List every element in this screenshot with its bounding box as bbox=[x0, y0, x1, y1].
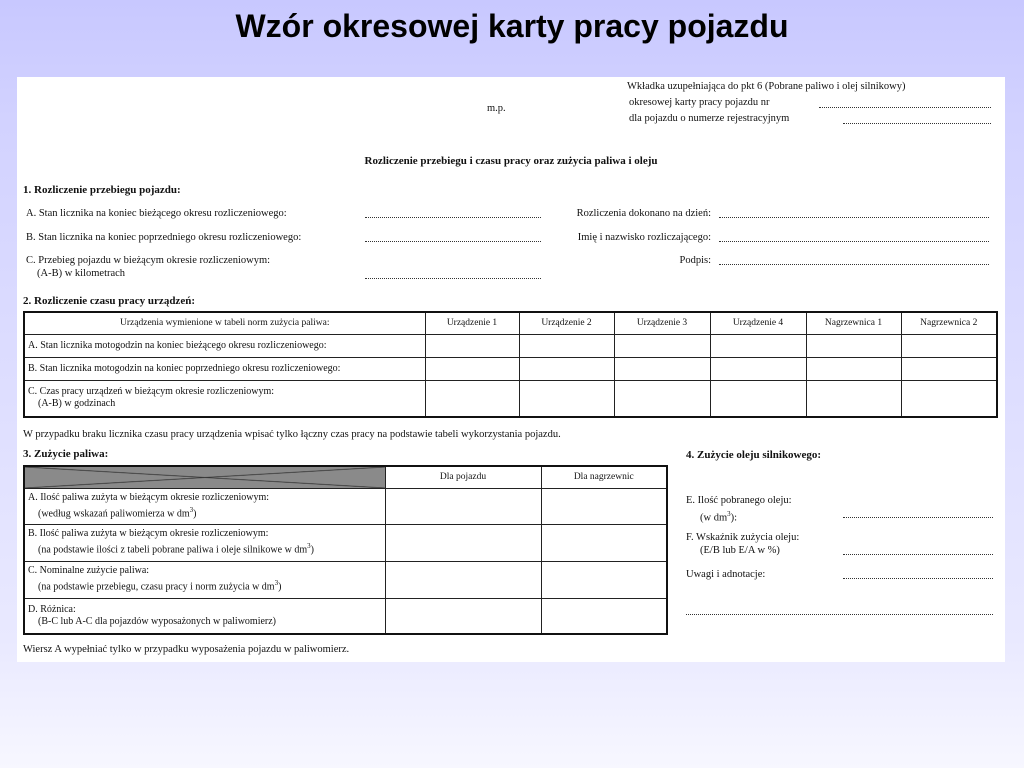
table-cell[interactable] bbox=[425, 334, 519, 357]
section2-heading: 2. Rozliczenie czasu pracy urządzeń: bbox=[23, 295, 195, 307]
card-number-field[interactable] bbox=[819, 98, 991, 108]
heater-col-2: Nagrzewnica 2 bbox=[901, 312, 997, 334]
table-cell[interactable] bbox=[519, 334, 614, 357]
table-row bbox=[24, 357, 997, 380]
table-cell[interactable] bbox=[541, 598, 667, 634]
odometer-previous-field[interactable] bbox=[365, 232, 541, 242]
section1-right-b: Imię i nazwisko rozliczającego: bbox=[577, 232, 711, 243]
fuel-row-c1: C. Nominalne zużycie paliwa: bbox=[28, 565, 150, 577]
table-cell[interactable] bbox=[806, 334, 901, 357]
table-row bbox=[24, 524, 667, 561]
section1-right-c: Podpis: bbox=[679, 255, 711, 266]
section4-heading: 4. Zużycie oleju silnikowego: bbox=[686, 449, 822, 461]
insert-line-1: Wkładka uzupełniająca do pkt 6 (Pobrane paliwo i olej silnikowy) bbox=[627, 81, 906, 92]
table-row bbox=[24, 488, 667, 524]
insert-line-3: dla pojazdu o numerze rejestracyjnym bbox=[629, 113, 790, 124]
table-cell[interactable] bbox=[614, 334, 710, 357]
section3-footer-note: Wiersz A wypełniać tylko w przypadku wyposażenia pojazdu w paliwomierz. bbox=[23, 644, 350, 655]
section1-row-b: B. Stan licznika na koniec poprzedniego okresu rozliczeniowego: bbox=[26, 232, 302, 243]
table-cell[interactable] bbox=[710, 380, 806, 417]
device-row-c-label bbox=[24, 380, 425, 417]
fuel-row-a-label bbox=[24, 488, 385, 524]
fuel-col-vehicle: Dla pojazdu bbox=[385, 466, 541, 488]
settlement-date-field[interactable] bbox=[719, 208, 989, 218]
fuel-row-d1: D. Różnica: bbox=[28, 603, 76, 615]
device-col-2: Urządzenie 2 bbox=[519, 312, 614, 334]
remarks-field[interactable] bbox=[843, 569, 993, 579]
device-table-header bbox=[24, 312, 997, 334]
fuel-row-c2-wrap bbox=[28, 577, 382, 593]
section1-row-c1: C. Przebieg pojazdu w bieżącym okresie rozliczeniowym: bbox=[26, 255, 271, 266]
slide-title: Wzór okresowej karty pracy pojazdu bbox=[235, 8, 789, 44]
fuel-row-c2: (na podstawie przebiegu, czasu pracy i norm zużycia w dm bbox=[38, 581, 275, 593]
fuel-row-c-label bbox=[24, 561, 385, 598]
fuel-row-b2-wrap bbox=[28, 540, 382, 556]
fuel-table-header bbox=[24, 466, 667, 488]
fuel-row-b2: (na podstawie ilości z tabeli pobrane paliwa i oleje silnikowe w dm bbox=[38, 544, 308, 556]
table-cell[interactable] bbox=[901, 334, 997, 357]
table-cell[interactable] bbox=[425, 380, 519, 417]
table-cell[interactable] bbox=[519, 357, 614, 380]
table-row bbox=[24, 598, 667, 634]
hatched-cell bbox=[24, 466, 385, 488]
section3-heading: 3. Zużycie paliwa: bbox=[23, 448, 109, 460]
device-col-3: Urządzenie 3 bbox=[614, 312, 710, 334]
device-hours-table bbox=[23, 311, 998, 418]
table-cell[interactable] bbox=[901, 357, 997, 380]
table-cell[interactable] bbox=[385, 598, 541, 634]
section2-note: W przypadku braku licznika czasu pracy urządzenia wpisać tylko łączny czas pracy na podstawie tabeli wykorzystania pojazdu. bbox=[23, 429, 561, 440]
table-cell[interactable] bbox=[806, 357, 901, 380]
oil-row-e2-post: ): bbox=[730, 512, 738, 524]
section1-right-a: Rozliczenia dokonano na dzień: bbox=[576, 208, 711, 219]
section1-row-c2: (A-B) w kilometrach bbox=[37, 268, 126, 279]
device-col-1: Urządzenie 1 bbox=[425, 312, 519, 334]
table-cell[interactable] bbox=[541, 488, 667, 524]
device-row-b-label: B. Stan licznika motogodzin na koniec poprzedniego okresu rozliczeniowego: bbox=[24, 357, 425, 380]
mileage-field[interactable] bbox=[365, 269, 541, 279]
oil-row-e2-pre: (w dm bbox=[700, 512, 728, 524]
table-cell[interactable] bbox=[541, 524, 667, 561]
section1-row-a: A. Stan licznika na koniec bieżącego okresu rozliczeniowego: bbox=[26, 208, 287, 219]
heater-col-1: Nagrzewnica 1 bbox=[806, 312, 901, 334]
odometer-current-field[interactable] bbox=[365, 208, 541, 218]
fuel-col-heaters: Dla nagrzewnic bbox=[541, 466, 667, 488]
device-col-header: Urządzenia wymienione w tabeli norm zużycia paliwa: bbox=[24, 312, 425, 334]
fuel-row-b1: B. Ilość paliwa zużyta w bieżącym okresie rozliczeniowym: bbox=[28, 528, 269, 540]
device-row-c1: C. Czas pracy urządzeń w bieżącym okresie rozliczeniowym: bbox=[28, 386, 275, 398]
unit-superscript: 3 bbox=[307, 542, 311, 551]
close-paren: ) bbox=[310, 544, 314, 556]
table-cell[interactable] bbox=[385, 524, 541, 561]
table-cell[interactable] bbox=[385, 561, 541, 598]
close-paren: ) bbox=[193, 508, 197, 520]
close-paren: ) bbox=[278, 581, 282, 593]
device-col-4: Urządzenie 4 bbox=[710, 312, 806, 334]
form-sheet bbox=[17, 77, 1005, 662]
fuel-row-d2: (B-C lub A-C dla pojazdów wyposażonych w paliwomierz) bbox=[38, 615, 277, 627]
remarks-label: Uwagi i adnotacje: bbox=[686, 569, 766, 580]
table-cell[interactable] bbox=[614, 357, 710, 380]
unit-superscript: 3 bbox=[189, 505, 194, 514]
table-row bbox=[24, 334, 997, 357]
fuel-row-b-label bbox=[24, 524, 385, 561]
device-row-a-label: A. Stan licznika motogodzin na koniec bieżącego okresu rozliczeniowego: bbox=[24, 334, 425, 357]
table-cell[interactable] bbox=[806, 380, 901, 417]
oil-ratio-field[interactable] bbox=[843, 545, 993, 555]
table-row bbox=[24, 380, 997, 417]
oil-row-f2: (E/B lub E/A w %) bbox=[700, 545, 780, 556]
oil-row-e1: E. Ilość pobranego oleju: bbox=[686, 495, 792, 506]
fuel-usage-table bbox=[23, 465, 668, 635]
oil-amount-field[interactable] bbox=[843, 508, 993, 518]
table-row bbox=[24, 561, 667, 598]
table-cell[interactable] bbox=[385, 488, 541, 524]
oil-row-e2 bbox=[700, 508, 737, 525]
table-cell[interactable] bbox=[541, 561, 667, 598]
oil-row-f1: F. Wskaźnik zużycia oleju: bbox=[686, 532, 800, 543]
unit-superscript: 3 bbox=[274, 579, 279, 588]
table-cell[interactable] bbox=[901, 380, 997, 417]
unit-superscript: 3 bbox=[727, 510, 731, 518]
table-cell[interactable] bbox=[425, 357, 519, 380]
table-cell[interactable] bbox=[710, 357, 806, 380]
fuel-row-a2-wrap bbox=[28, 504, 382, 520]
registration-number-field[interactable] bbox=[843, 114, 991, 124]
form-title: Rozliczenie przebiegu i czasu pracy oraz zużycia paliwa i oleju bbox=[364, 155, 658, 167]
fuel-row-d-label bbox=[24, 598, 385, 634]
signature-field[interactable] bbox=[719, 255, 989, 265]
remarks-line[interactable] bbox=[686, 605, 993, 615]
section1-heading: 1. Rozliczenie przebiegu pojazdu: bbox=[23, 184, 181, 196]
table-cell[interactable] bbox=[710, 334, 806, 357]
fuel-row-a1: A. Ilość paliwa zużyta w bieżącym okresie rozliczeniowym: bbox=[28, 491, 270, 503]
settler-name-field[interactable] bbox=[719, 232, 989, 242]
table-cell[interactable] bbox=[614, 380, 710, 417]
device-row-c2: (A-B) w godzinach bbox=[38, 398, 116, 410]
fuel-row-a2: (według wskazań paliwomierza w dm bbox=[38, 508, 190, 520]
table-cell[interactable] bbox=[519, 380, 614, 417]
mp-label: m.p. bbox=[487, 103, 506, 114]
insert-line-2: okresowej karty pracy pojazdu nr bbox=[629, 97, 770, 108]
